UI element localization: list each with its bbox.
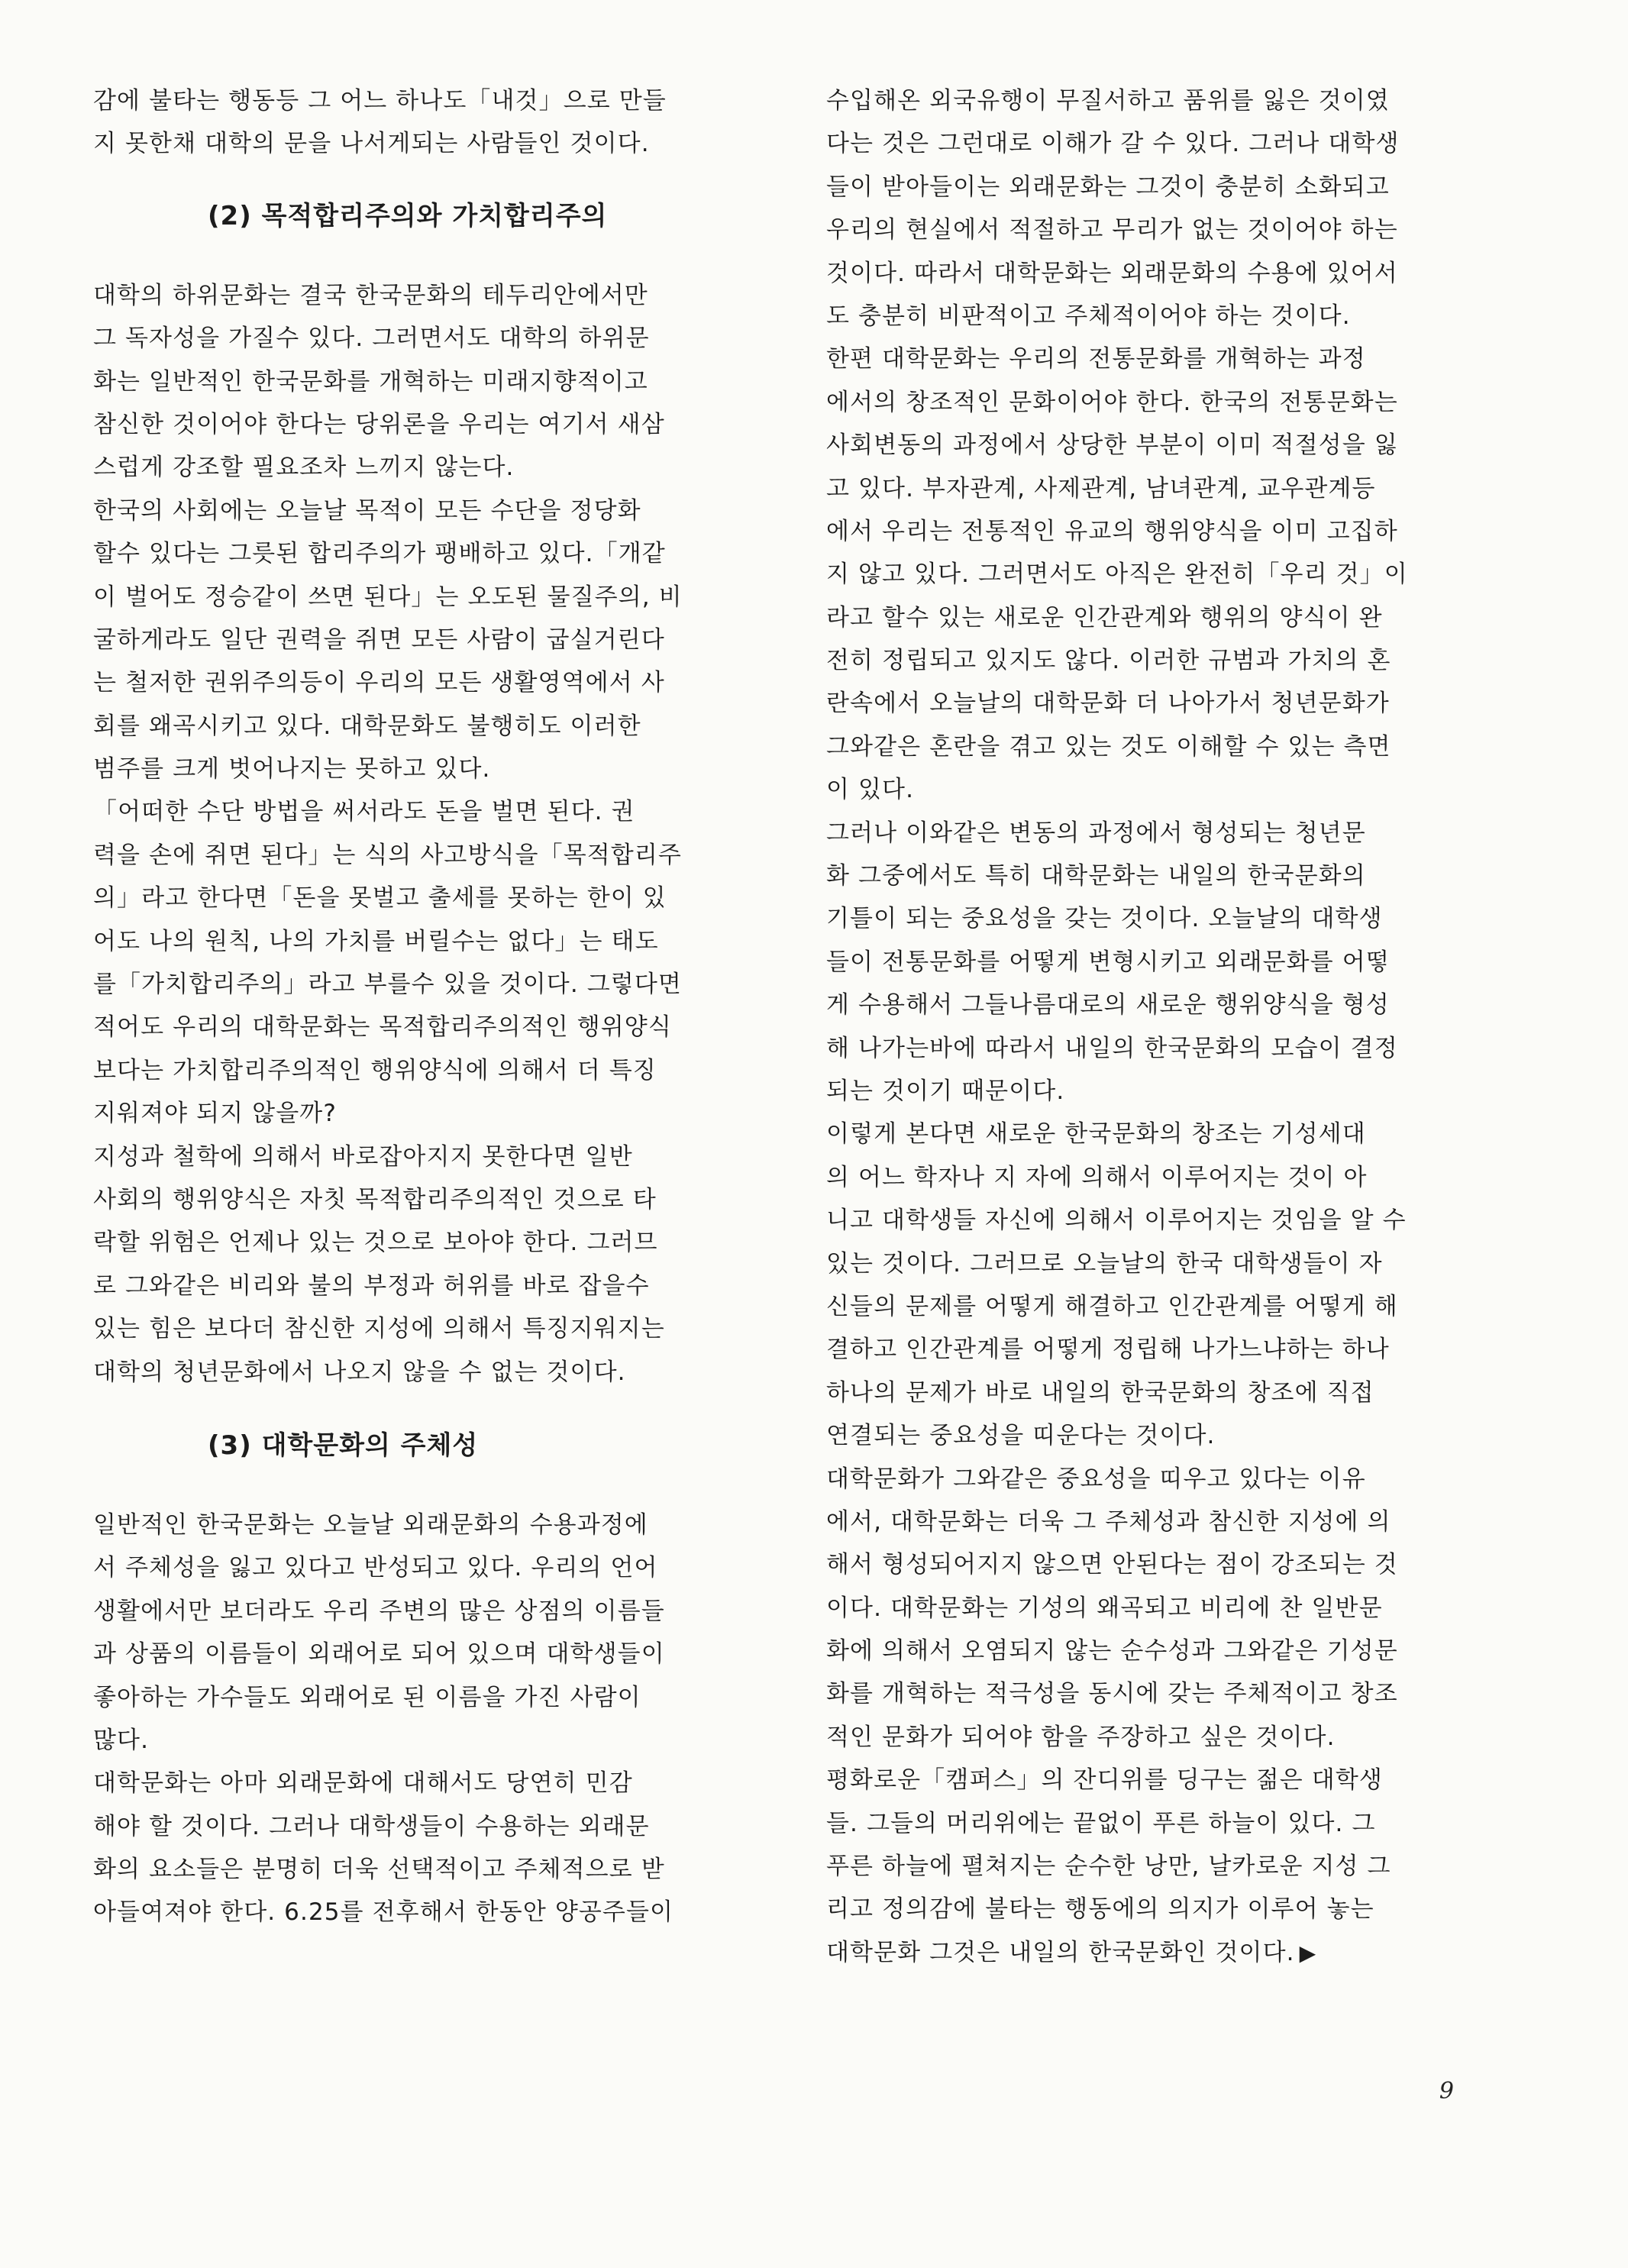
text-line: 이 있다.	[826, 776, 915, 804]
text-line: 지워져야 되지 않을까?	[93, 1100, 337, 1128]
text-line: 한국의 사회에는 오늘날 목적이 모든 수단을 정당화	[93, 496, 641, 525]
text-line: 회를 왜곡시키고 있다. 대학문화도 불행히도 이러한	[93, 712, 641, 740]
text-line: 를「가치합리주의」라고 부를수 있을 것이다. 그렇다면	[93, 971, 682, 999]
text-line: 리고 정의감에 불타는 행동에의 의지가 이루어 놓는	[826, 1895, 1374, 1924]
text-line: 그러나 이와같은 변동의 과정에서 형성되는 청년문	[826, 819, 1366, 847]
text-line: 해서 형성되어지지 않으면 안된다는 점이 강조되는 것	[826, 1551, 1398, 1579]
text-line: 화를 개혁하는 적극성을 동시에 갖는 주체적이고 창조	[826, 1680, 1398, 1708]
text-line: 많다.	[93, 1726, 150, 1754]
text-line: 평화로운「캠퍼스」의 잔디위를 딩구는 젊은 대학생	[826, 1766, 1383, 1795]
text-line: 대학문화가 그와같은 중요성을 띠우고 있다는 이유	[826, 1465, 1366, 1493]
text-line: 참신한 것이어야 한다는 당위론을 우리는 여기서 새삼	[93, 410, 665, 438]
text-line: 연결되는 중요성을 띠운다는 것이다.	[826, 1422, 1216, 1450]
text-line: 하나의 문제가 바로 내일의 한국문화의 창조에 직접	[826, 1378, 1374, 1407]
text-line: 감에 불타는 행동등 그 어느 하나도「내것」으로 만들	[93, 87, 667, 115]
text-line: 의」라고 한다면「돈을 못벌고 출세를 못하는 한이 있	[93, 884, 667, 913]
text-line: 우리의 현실에서 적절하고 무리가 없는 것이어야 하는	[826, 216, 1398, 244]
text-line: 해 나가는바에 따라서 내일의 한국문화의 모습이 결정	[826, 1034, 1398, 1062]
end-mark-icon: ▶	[1299, 1940, 1317, 1966]
section-heading-3: (3) 대학문화의 주체성	[208, 1430, 479, 1461]
text-line: 푸른 하늘에 펼쳐지는 순수한 낭만, 날카로운 지성 그	[826, 1853, 1391, 1881]
text-line: 어도 나의 원칙, 나의 가치를 버릴수는 없다」는 태도	[93, 927, 659, 955]
text-line: 것이다. 따라서 대학문화는 외래문화의 수용에 있어서	[826, 259, 1398, 287]
text-line: 생활에서만 보더라도 우리 주변의 많은 상점의 이름들	[93, 1597, 665, 1625]
text-line: 게 수용해서 그들나름대로의 새로운 행위양식을 형성	[826, 991, 1390, 1019]
text-line: 있는 힘은 보다더 참신한 지성에 의해서 특징지워지는	[93, 1315, 665, 1343]
text-line: 지 않고 있다. 그러면서도 아직은 완전히「우리 것」이	[826, 561, 1408, 589]
text-line: 화는 일반적인 한국문화를 개혁하는 미래지향적이고	[93, 367, 648, 396]
text-line: 전히 정립되고 있지도 않다. 이러한 규범과 가치의 혼	[826, 647, 1391, 675]
text-line: 고 있다. 부자관계, 사제관계, 남녀관계, 교우관계등	[826, 474, 1376, 502]
text-line: 적어도 우리의 대학문화는 목적합리주의적인 행위양식	[93, 1013, 672, 1042]
text-line: 에서의 창조적인 문화이어야 한다. 한국의 전통문화는	[826, 388, 1398, 416]
text-line: 대학의 청년문화에서 나오지 않을 수 없는 것이다.	[93, 1358, 626, 1386]
text-line: 다는 것은 그런대로 이해가 갈 수 있다. 그러나 대학생	[826, 130, 1400, 158]
text-line: 신들의 문제를 어떻게 해결하고 인간관계를 어떻게 해	[826, 1292, 1398, 1320]
text-line: 범주를 크게 벗어나지는 못하고 있다.	[93, 755, 491, 783]
text-line: 들이 받아들이는 외래문화는 그것이 충분히 소화되고	[826, 173, 1390, 201]
text-line: 니고 대학생들 자신에 의해서 이루어지는 것임을 알 수	[826, 1207, 1407, 1235]
text-line: 좋아하는 가수들도 외래어로 된 이름을 가진 사람이	[93, 1683, 641, 1711]
right-column	[826, 79, 1498, 1974]
page-number: 9	[1439, 2078, 1454, 2105]
text-line: 라고 할수 있는 새로운 인간관계와 행위의 양식이 완	[826, 603, 1383, 632]
text-line: 로 그와같은 비리와 불의 부정과 허위를 바로 잡을수	[93, 1271, 650, 1300]
text-line: 있는 것이다. 그러므로 오늘날의 한국 대학생들이 자	[826, 1249, 1383, 1278]
text-line: 아들여져야 한다. 6.25를 전후해서 한동안 양공주들이	[93, 1898, 674, 1927]
text-line: 그 독자성을 가질수 있다. 그러면서도 대학의 하위문	[93, 325, 650, 353]
text-line: 결하고 인간관계를 어떻게 정립해 나가느냐하는 하나	[826, 1336, 1390, 1364]
text-line: 도 충분히 비판적이고 주체적이어야 하는 것이다.	[826, 302, 1351, 330]
text-line: 지 못한채 대학의 문을 나서게되는 사람들인 것이다.	[93, 130, 650, 158]
text-line: 에서 우리는 전통적인 유교의 행위양식을 이미 고집하	[826, 517, 1398, 545]
text-line: 사회의 행위양식은 자칫 목적합리주의적인 것으로 타	[93, 1185, 657, 1213]
left-column	[93, 79, 765, 1934]
text-line: 이다. 대학문화는 기성의 왜곡되고 비리에 찬 일반문	[826, 1594, 1383, 1622]
text-line: 그와같은 혼란을 겪고 있는 것도 이해할 수 있는 측면	[826, 732, 1391, 761]
text-line: 화의 요소들은 분명히 더욱 선택적이고 주체적으로 받	[93, 1856, 665, 1884]
text-line: 에서, 대학문화는 더욱 그 주체성과 참신한 지성에 의	[826, 1507, 1391, 1536]
text-line: 할수 있다는 그릇된 합리주의가 팽배하고 있다.「개같	[93, 540, 666, 568]
text-line: 의 어느 학자나 지 자에 의해서 이루어지는 것이 아	[826, 1163, 1368, 1191]
text-line: 이렇게 본다면 새로운 한국문화의 창조는 기성세대	[826, 1120, 1366, 1149]
text-line: 해야 할 것이다. 그러나 대학생들이 수용하는 외래문	[93, 1812, 650, 1840]
text-line: 사회변동의 과정에서 상당한 부분이 이미 적절성을 잃	[826, 431, 1398, 460]
text-line: 는 철저한 권위주의등이 우리의 모든 생활영역에서 사	[93, 669, 665, 697]
text-line: 기틀이 되는 중요성을 갖는 것이다. 오늘날의 대학생	[826, 905, 1383, 933]
text-line: 굴하게라도 일단 권력을 쥐면 모든 사람이 굽실거린다	[93, 625, 665, 654]
text-line: 보다는 가치합리주의적인 행위양식에 의해서 더 특징	[93, 1056, 657, 1084]
text-line: 스럽게 강조할 필요조차 느끼지 않는다.	[93, 454, 515, 482]
text-line: 과 상품의 이름들이 외래어로 되어 있으며 대학생들이	[93, 1640, 665, 1669]
text-line: 지성과 철학에 의해서 바로잡아지지 못한다면 일반	[93, 1142, 633, 1171]
text-line: 들. 그들의 머리위에는 끝없이 푸른 하늘이 있다. 그	[826, 1809, 1376, 1837]
text-line: 란속에서 오늘날의 대학문화 더 나아가서 청년문화가	[826, 690, 1390, 718]
text-line: 되는 것이기 때문이다.	[826, 1077, 1065, 1105]
text-line: 락할 위험은 언제나 있는 것으로 보아야 한다. 그러므	[93, 1229, 658, 1257]
text-line: 화 그중에서도 특히 대학문화는 내일의 한국문화의	[826, 862, 1366, 890]
text-line-content: 대학문화 그것은 내일의 한국문화인 것이다.	[826, 1938, 1295, 1966]
last-text-line	[826, 1931, 1498, 1974]
text-line: 한편 대학문화는 우리의 전통문화를 개혁하는 과정	[826, 345, 1366, 373]
text-line: 수입해온 외국유행이 무질서하고 품위를 잃은 것이였	[826, 87, 1390, 115]
text-line: 들이 전통문화를 어떻게 변형시키고 외래문화를 어떻	[826, 948, 1390, 976]
text-line: 력을 손에 쥐면 된다」는 식의 사고방식을「목적합리주	[93, 841, 682, 869]
text-line: 적인 문화가 되어야 함을 주장하고 싶은 것이다.	[826, 1723, 1336, 1751]
section-heading-2: (2) 목적합리주의와 가치합리주의	[208, 200, 608, 231]
text-line: 서 주체성을 잃고 있다고 반성되고 있다. 우리의 언어	[93, 1554, 658, 1582]
text-line: 일반적인 한국문화는 오늘날 외래문화의 수용과정에	[93, 1510, 648, 1539]
text-line: 이 벌어도 정승같이 쓰면 된다」는 오도된 물질주의, 비	[93, 583, 683, 611]
text-line: 대학의 하위문화는 결국 한국문화의 테두리안에서만	[93, 281, 648, 309]
text-line: 화에 의해서 오염되지 않는 순수성과 그와같은 기성문	[826, 1637, 1398, 1665]
text-line: 대학문화는 아마 외래문화에 대해서도 당연히 민감	[93, 1769, 633, 1798]
text-line: 「어떠한 수단 방법을 써서라도 돈을 벌면 된다. 권	[93, 798, 635, 826]
